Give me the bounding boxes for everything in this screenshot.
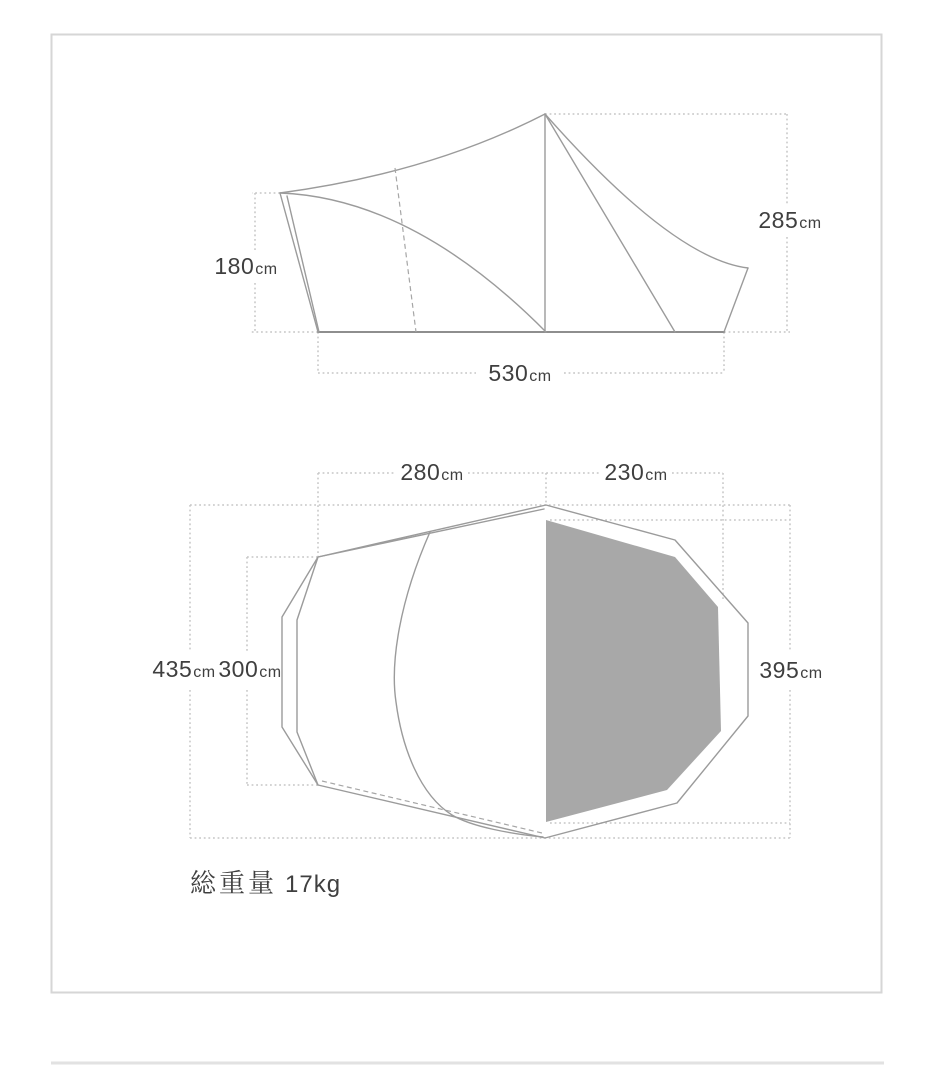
plan-view-right-depth-label: 395cm: [759, 657, 823, 683]
plan-view-top-right-width-label: 230cm: [604, 459, 668, 485]
weight-spec: [190, 868, 341, 898]
weight-label: 総重量: [190, 868, 278, 898]
side-view-left-height-label: 180cm: [214, 253, 278, 279]
content-frame: [52, 35, 882, 993]
side-view-bottom-width-label: 530cm: [488, 360, 552, 386]
plan-view-outer-depth-label: 435cm: [152, 656, 216, 682]
side-view-right-height-label: 285cm: [758, 207, 822, 233]
weight-value: 17kg: [285, 871, 342, 898]
plan-view-top-left-width-label: 280cm: [400, 459, 464, 485]
plan-view-inner-depth-label: 300cm: [218, 656, 282, 682]
